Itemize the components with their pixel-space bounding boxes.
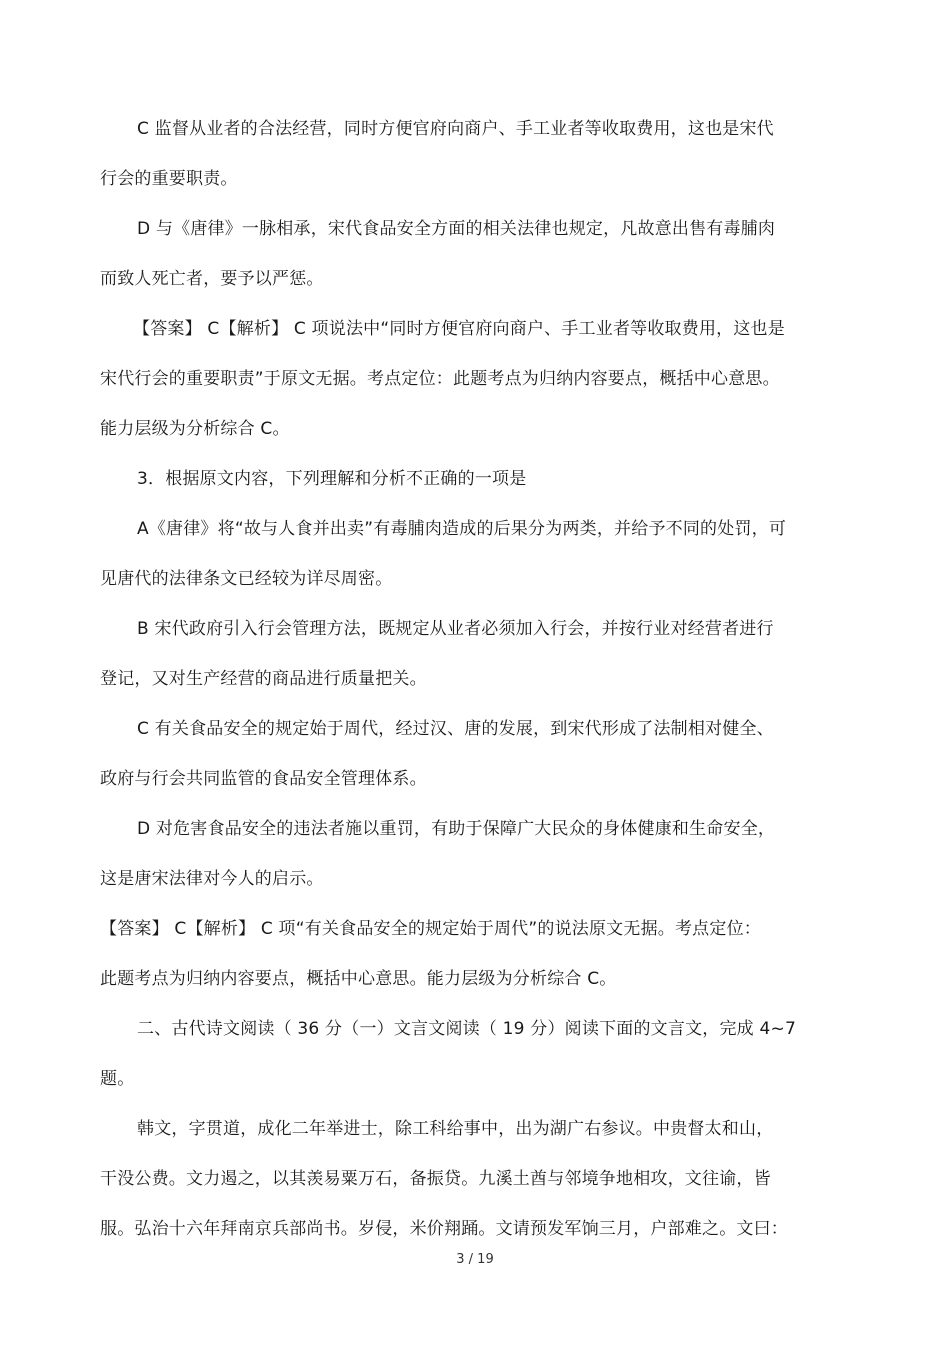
text-line: 韩文，字贯道，成化二年举进士，除工科给事中，出为湖广右参议。中贵督太和山， xyxy=(137,1119,774,1139)
text-line: 服。弘治十六年拜南京兵部尚书。岁侵，米价翔踊。文请预发军饷三月，户部难之。文曰： xyxy=(100,1219,788,1239)
question-heading: 3．根据原文内容，下列理解和分析不正确的一项是 xyxy=(137,469,527,489)
text-line: 题。 xyxy=(100,1069,135,1089)
text-line: 宋代行会的重要职责”于原文无据。考点定位：此题考点为归纳内容要点，概括中心意思。 xyxy=(100,369,780,389)
text-line: 行会的重要职责。 xyxy=(100,169,238,189)
text-line: 政府与行会共同监管的食品安全管理体系。 xyxy=(100,769,427,789)
text-line: 此题考点为归纳内容要点，概括中心意思。能力层级为分析综合 C。 xyxy=(100,969,617,989)
text-line: 【答案】 C【解析】 C 项说法中“同时方便官府向商户、手工业者等收取费用，这也是 xyxy=(133,319,785,339)
text-line: D 对危害食品安全的违法者施以重罚，有助于保障广大民众的身体健康和生命安全， xyxy=(137,819,776,839)
text-line: B 宋代政府引入行会管理方法，既规定从业者必须加入行会，并按行业对经营者进行 xyxy=(137,619,774,639)
text-line: 干没公费。文力遏之，以其羡易粟万石，备振贷。九溪土酋与邻境争地相攻，文往谕，皆 xyxy=(100,1169,771,1189)
text-line: 登记，又对生产经营的商品进行质量把关。 xyxy=(100,669,427,689)
text-line: 【答案】 C【解析】 C 项“有关食品安全的规定始于周代”的说法原文无据。考点定位： xyxy=(100,919,761,939)
text-line: C 有关食品安全的规定始于周代，经过汉、唐的发展，到宋代形成了法制相对健全、 xyxy=(137,719,774,739)
text-line: 能力层级为分析综合 C。 xyxy=(100,419,290,439)
section-heading: 二、古代诗文阅读（ 36 分（一）文言文阅读（ 19 分）阅读下面的文言文，完成 4~7 xyxy=(137,1019,796,1039)
text-line: C 监督从业者的合法经营，同时方便官府向商户、手工业者等收取费用，这也是宋代 xyxy=(137,119,774,139)
text-line: 而致人死亡者，要予以严惩。 xyxy=(100,269,324,289)
text-line: D 与《唐律》一脉相承，宋代食品安全方面的相关法律也规定，凡故意出售有毒脯肉 xyxy=(137,219,776,239)
text-line: A《唐律》将“故与人食并出卖”有毒脯肉造成的后果分为两类，并给予不同的处罚，可 xyxy=(137,519,787,539)
text-line: 见唐代的法律条文已经较为详尽周密。 xyxy=(100,569,393,589)
page-number: 3 / 19 xyxy=(456,1252,494,1267)
text-line: 这是唐宋法律对今人的启示。 xyxy=(100,869,324,889)
